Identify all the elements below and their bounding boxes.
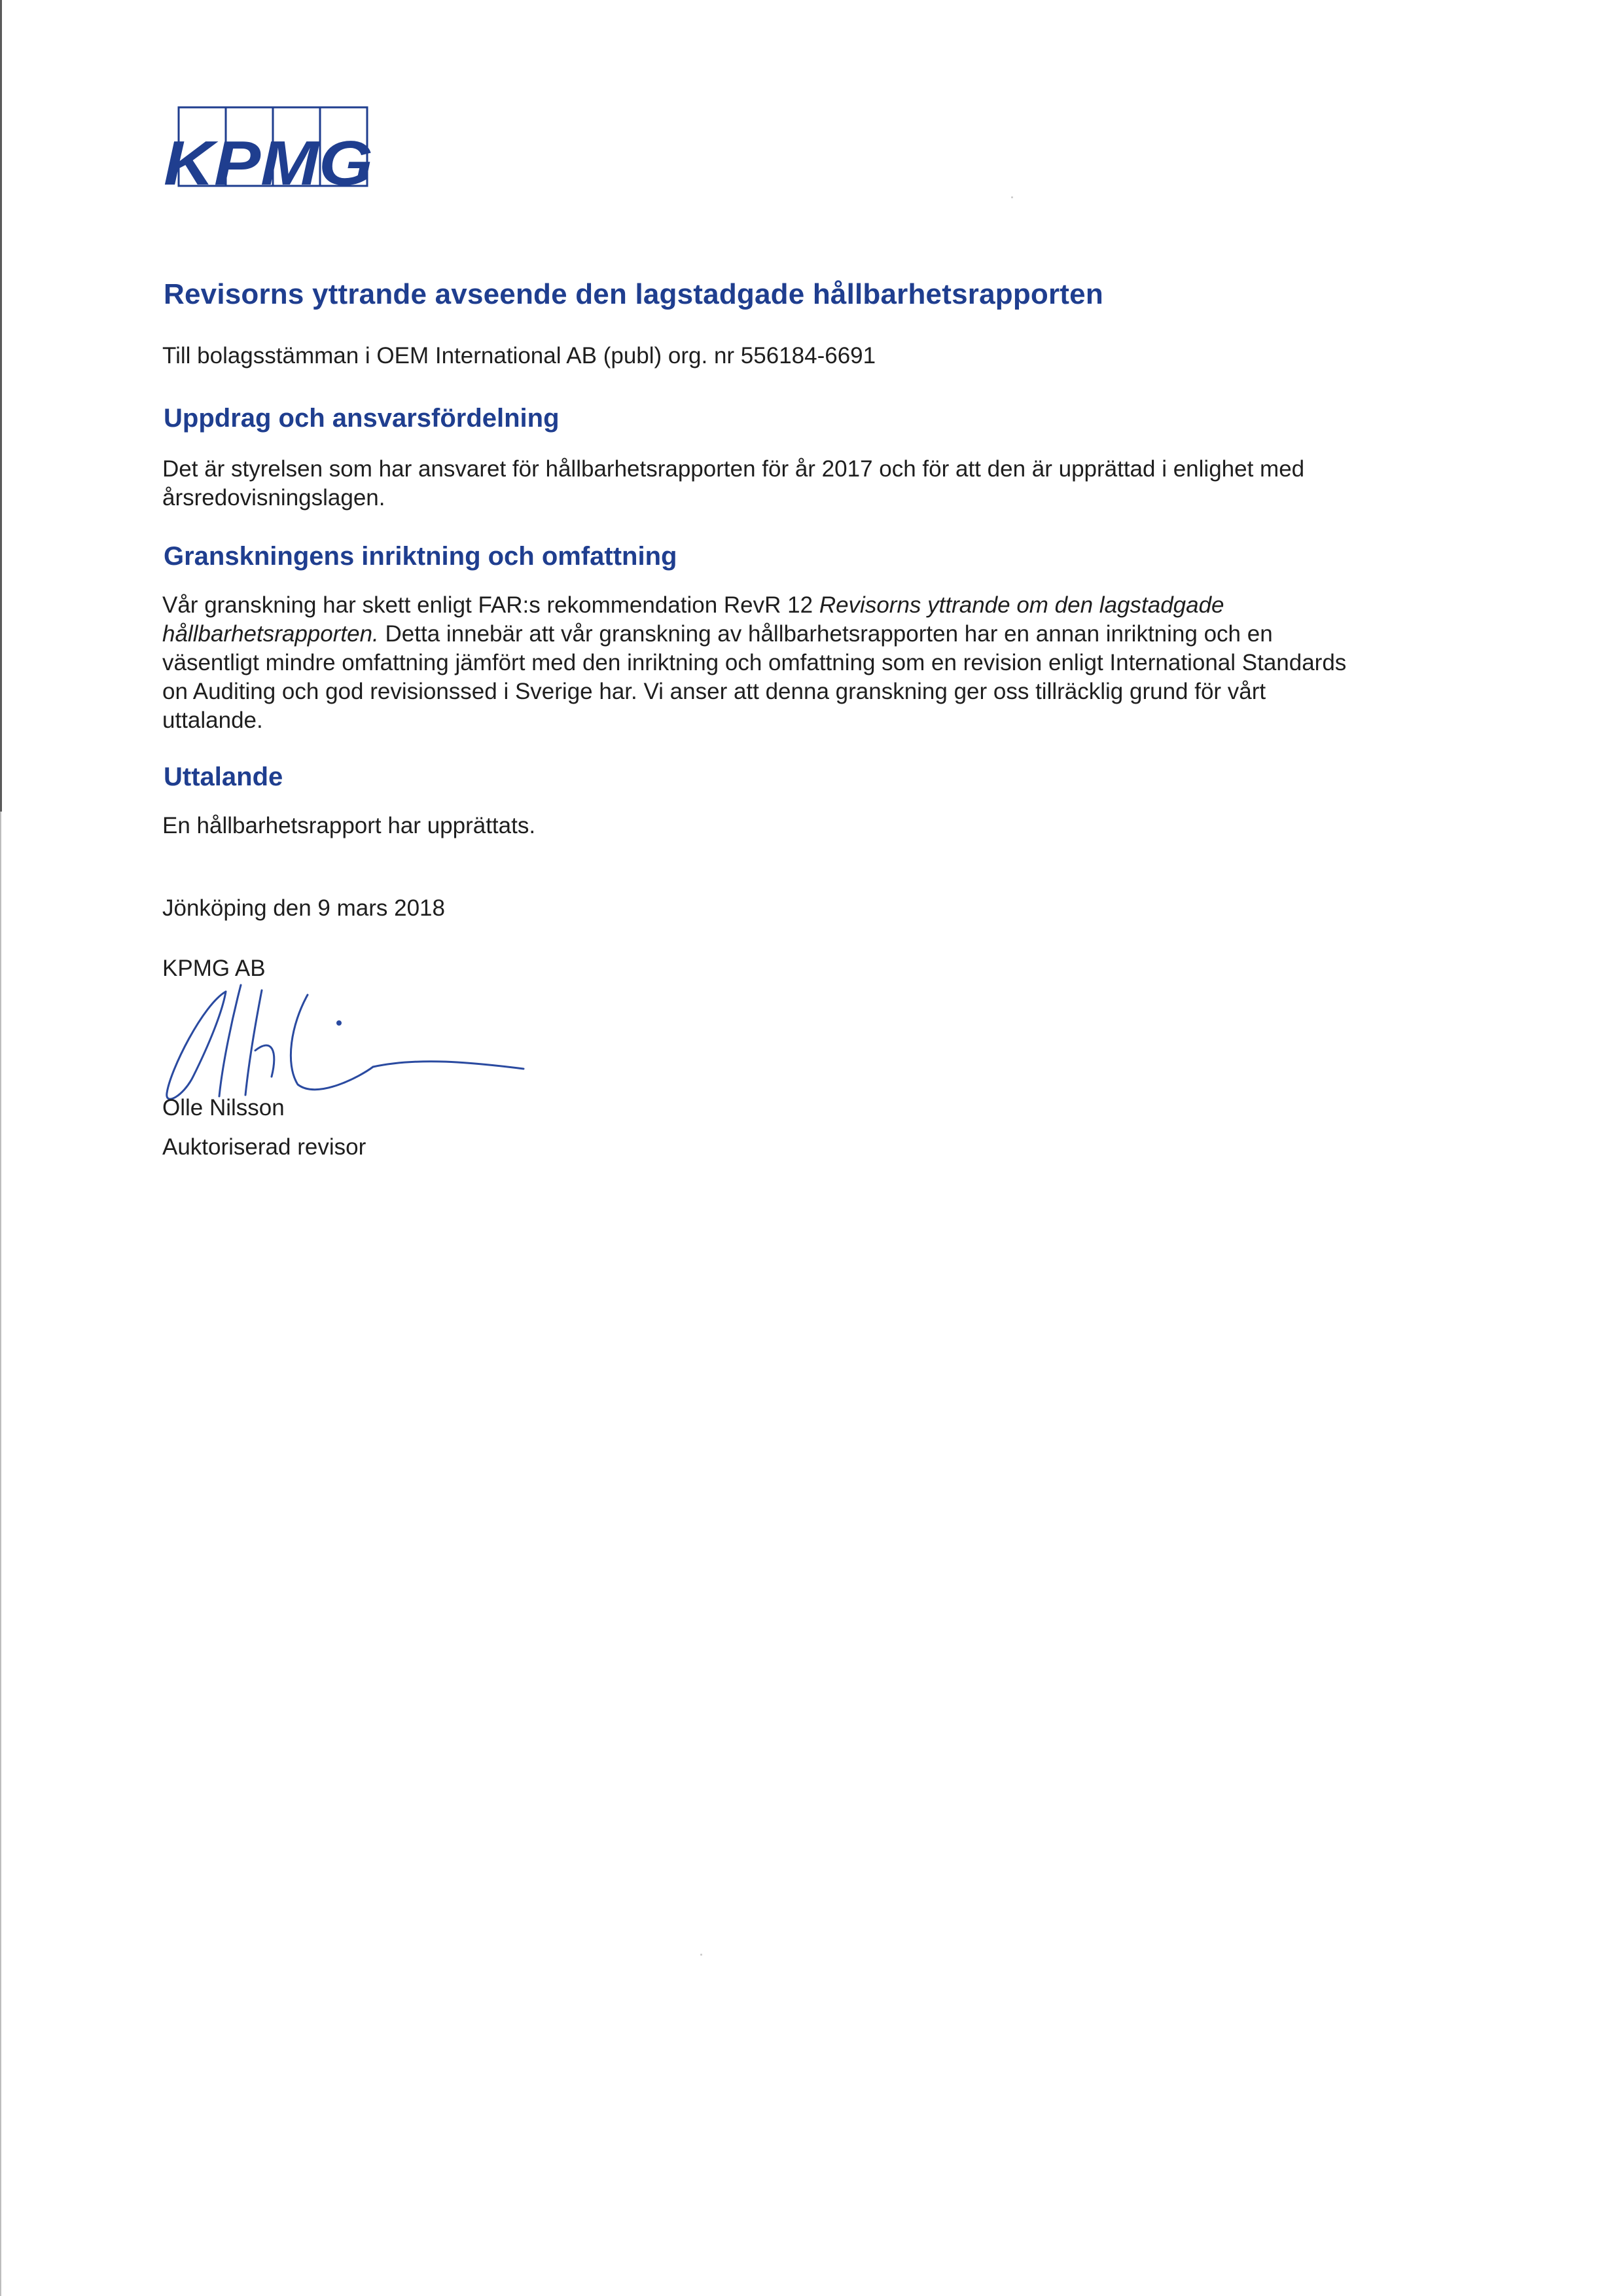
place-date: Jönköping den 9 mars 2018 xyxy=(162,895,445,921)
heading-granskning: Granskningens inriktning och omfattning xyxy=(164,542,677,571)
signature xyxy=(157,978,530,1109)
paragraph-uppdrag xyxy=(162,455,1304,512)
scan-speck xyxy=(1011,196,1013,198)
text-line: uttalande. xyxy=(162,708,263,733)
signatory-name: Olle Nilsson xyxy=(162,1095,285,1121)
scan-speck xyxy=(700,1954,702,1956)
text-segment: Detta innebär att vår granskning av hållbarhetsrapporten har en annan inriktning och en xyxy=(378,621,1273,647)
text-line xyxy=(162,591,1346,620)
addressee: Till bolagsstämman i OEM International AB (publ) org. nr 556184-6691 xyxy=(162,343,876,368)
scan-edge-line-faint xyxy=(0,812,1,2296)
italic-reference: Revisorns yttrande om den lagstadgade xyxy=(819,592,1224,618)
text-line xyxy=(162,620,1346,649)
text-line: väsentligt mindre omfattning jämfört med den inriktning och omfattning som en revision enligt International Standards xyxy=(162,650,1347,675)
heading-uttalande: Uttalande xyxy=(164,762,283,791)
text-segment: Vår granskning har skett enligt FAR:s rekommendation RevR 12 xyxy=(162,592,819,618)
paragraph-uttalande xyxy=(162,812,535,840)
text-line: on Auditing och god revisionssed i Sverige har. Vi anser att denna granskning ger oss tillräcklig grund för vårt xyxy=(162,679,1266,704)
italic-reference: hållbarhetsrapporten. xyxy=(162,621,379,647)
heading-uppdrag: Uppdrag och ansvarsfördelning xyxy=(164,404,560,433)
text-line: Det är styrelsen som har ansvaret för hållbarhetsrapporten för år 2017 och för att den är upprättad i enlighet med xyxy=(162,456,1305,482)
scan-edge-line xyxy=(0,0,2,812)
logo-text: KPMG xyxy=(164,128,373,196)
document-title: Revisorns yttrande avseende den lagstadgade hållbarhetsrapporten xyxy=(164,278,1103,310)
signatory-title: Auktoriserad revisor xyxy=(162,1134,366,1160)
text-line: årsredovisningslagen. xyxy=(162,485,385,511)
firm-name: KPMG AB xyxy=(162,956,266,981)
kpmg-logo xyxy=(162,105,385,196)
paragraph-granskning xyxy=(162,591,1346,735)
text-line: En hållbarhetsrapport har upprättats. xyxy=(162,813,536,838)
